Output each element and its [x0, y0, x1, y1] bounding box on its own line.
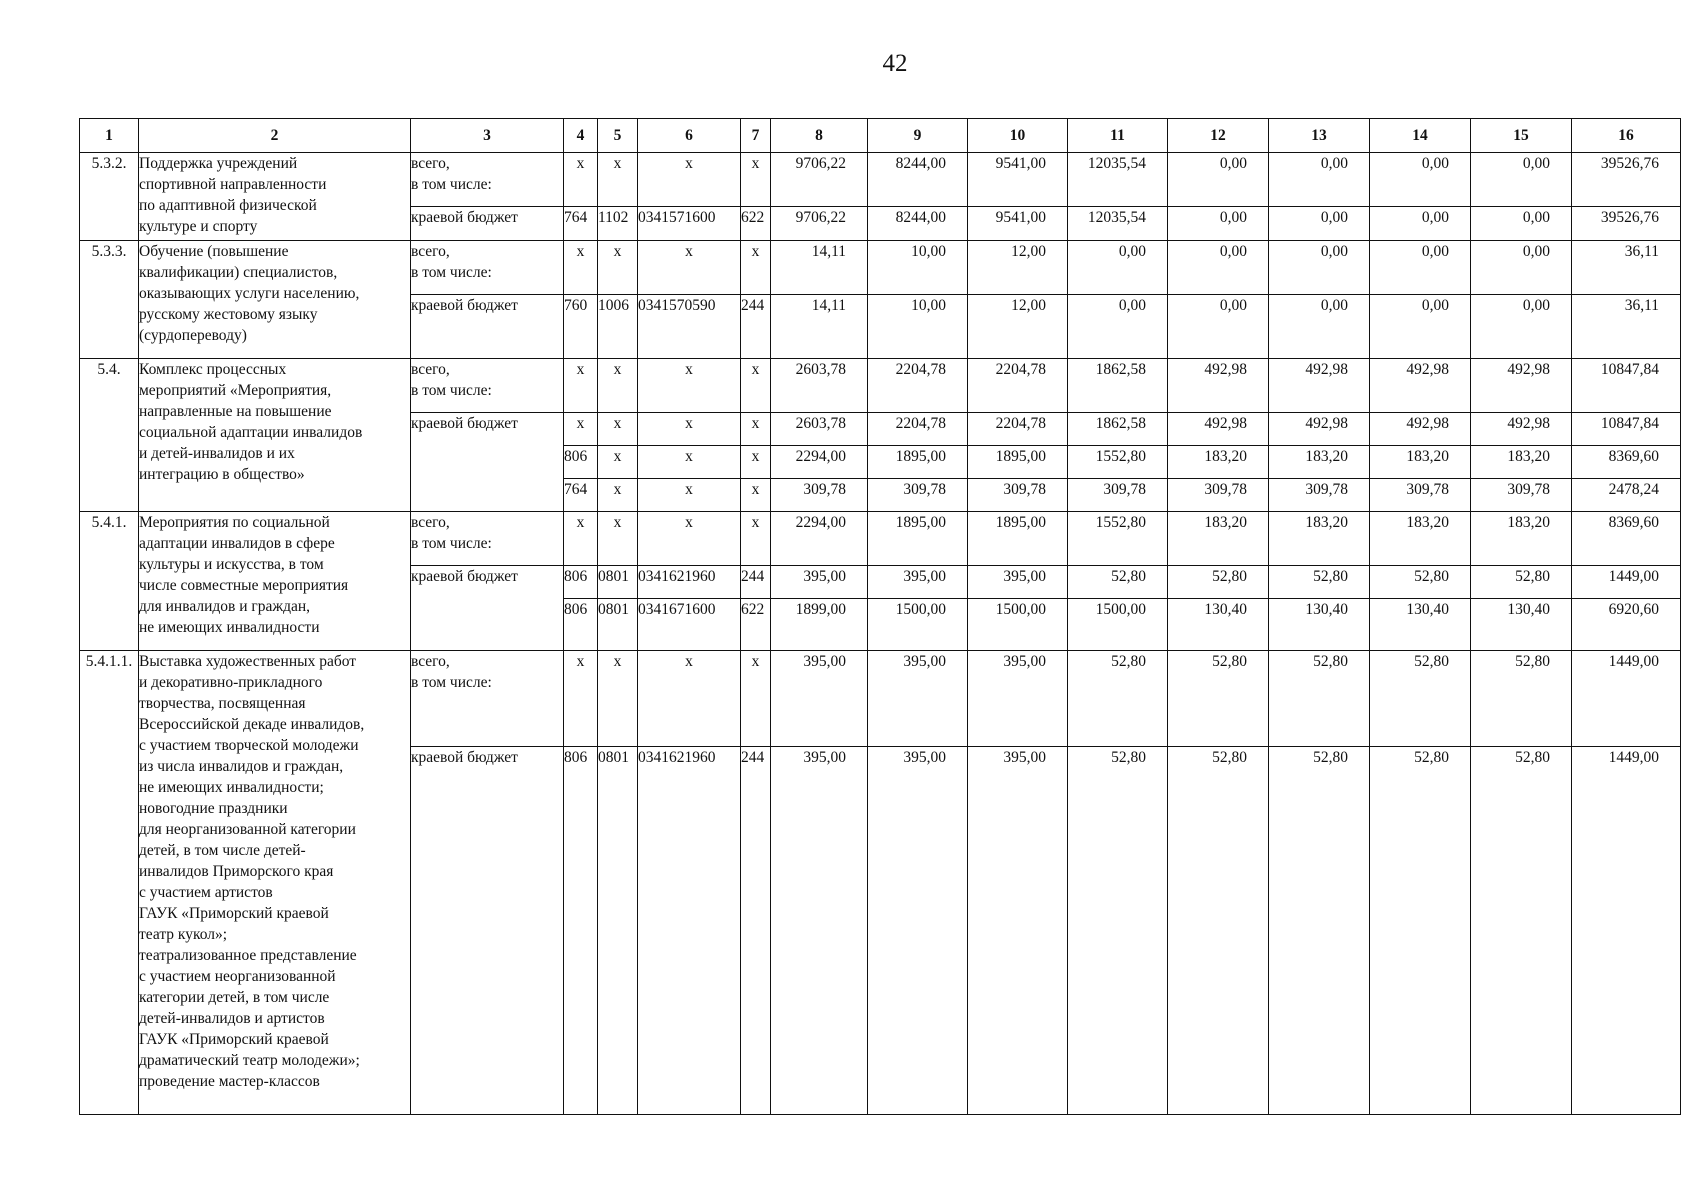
- value-col-9: 8244,00: [868, 153, 968, 207]
- code-c7: 622: [741, 207, 771, 241]
- value-col-10: 1895,00: [968, 512, 1068, 566]
- funding-source: краевой бюджет: [411, 413, 564, 512]
- column-header-7: 7: [741, 119, 771, 153]
- value-col-12: 0,00: [1168, 295, 1269, 359]
- value-col-15: 183,20: [1471, 446, 1572, 479]
- row-name-line: числе совместные мероприятия: [139, 577, 349, 594]
- row-code: 5.4.1.: [80, 512, 139, 651]
- row-name-line: ГАУК «Приморский краевой: [139, 1031, 329, 1048]
- row-name: [139, 241, 411, 359]
- row-name-line: адаптации инвалидов в сфере: [139, 535, 335, 552]
- value-col-14: 183,20: [1370, 446, 1471, 479]
- value-col-16: 1449,00: [1572, 566, 1681, 599]
- code-c7: х: [741, 359, 771, 413]
- column-header-10: 10: [968, 119, 1068, 153]
- funding-source: [411, 651, 564, 747]
- row-name-line: для неорганизованной категории: [139, 821, 356, 838]
- value-col-13: 183,20: [1269, 446, 1370, 479]
- value-col-9: 10,00: [868, 295, 968, 359]
- code-c6: х: [638, 446, 741, 479]
- value-col-8: 2294,00: [771, 446, 868, 479]
- value-col-8: 395,00: [771, 651, 868, 747]
- value-col-13: 492,98: [1269, 359, 1370, 413]
- value-col-16: 10847,84: [1572, 413, 1681, 446]
- code-c5: х: [598, 651, 638, 747]
- value-col-14: 183,20: [1370, 512, 1471, 566]
- row-name-line: квалификации) специалистов,: [139, 264, 338, 281]
- value-col-9: 10,00: [868, 241, 968, 295]
- row-name-line: спортивной направленности: [139, 176, 327, 193]
- code-c4: х: [564, 651, 598, 747]
- funding-source-line: всего,: [411, 653, 450, 670]
- value-col-15: 52,80: [1471, 747, 1572, 1115]
- code-c4: 764: [564, 479, 598, 512]
- value-col-13: 0,00: [1269, 153, 1370, 207]
- row-name-line: интеграцию в общество»: [139, 466, 305, 483]
- row-name-line: проведение мастер-классов: [139, 1073, 320, 1090]
- code-c4: 764: [564, 207, 598, 241]
- code-c6: х: [638, 241, 741, 295]
- row-name-line: и детей-инвалидов и их: [139, 445, 295, 462]
- value-col-9: 309,78: [868, 479, 968, 512]
- value-col-9: 395,00: [868, 747, 968, 1115]
- value-col-15: 130,40: [1471, 599, 1572, 651]
- value-col-12: 492,98: [1168, 413, 1269, 446]
- column-header-2: 2: [139, 119, 411, 153]
- column-header-14: 14: [1370, 119, 1471, 153]
- row-name-line: творчества, посвященная: [139, 695, 306, 712]
- row-name-line: новогодние праздники: [139, 800, 288, 817]
- code-c4: х: [564, 241, 598, 295]
- value-col-11: 12035,54: [1068, 207, 1168, 241]
- value-col-9: 1895,00: [868, 446, 968, 479]
- column-header-8: 8: [771, 119, 868, 153]
- header-row: [80, 119, 1681, 153]
- value-col-15: 492,98: [1471, 413, 1572, 446]
- value-col-11: 0,00: [1068, 241, 1168, 295]
- value-col-16: 1449,00: [1572, 747, 1681, 1115]
- column-header-6: 6: [638, 119, 741, 153]
- code-c6: х: [638, 512, 741, 566]
- code-c5: 1006: [598, 295, 638, 359]
- value-col-11: 1552,80: [1068, 446, 1168, 479]
- table-body: [80, 153, 1681, 1115]
- code-c6: 0341671600: [638, 599, 741, 651]
- row-code: 5.3.3.: [80, 241, 139, 359]
- value-col-13: 0,00: [1269, 295, 1370, 359]
- row-name-line: Мероприятия по социальной: [139, 514, 330, 531]
- code-c7: 244: [741, 747, 771, 1115]
- value-col-10: 395,00: [968, 566, 1068, 599]
- value-col-9: 2204,78: [868, 413, 968, 446]
- value-col-12: 183,20: [1168, 512, 1269, 566]
- value-col-14: 0,00: [1370, 153, 1471, 207]
- code-c6: х: [638, 153, 741, 207]
- value-col-14: 492,98: [1370, 413, 1471, 446]
- row-name-line: культуры и искусства, в том: [139, 556, 324, 573]
- value-col-13: 52,80: [1269, 651, 1370, 747]
- table-row: [80, 512, 1681, 566]
- value-col-14: 52,80: [1370, 747, 1471, 1115]
- funding-source-line: в том числе:: [411, 674, 492, 691]
- code-c7: х: [741, 241, 771, 295]
- value-col-15: 0,00: [1471, 241, 1572, 295]
- code-c6: 0341621960: [638, 747, 741, 1115]
- value-col-12: 130,40: [1168, 599, 1269, 651]
- code-c7: 622: [741, 599, 771, 651]
- code-c7: х: [741, 446, 771, 479]
- value-col-12: 52,80: [1168, 651, 1269, 747]
- row-name-line: социальной адаптации инвалидов: [139, 424, 363, 441]
- value-col-15: 0,00: [1471, 295, 1572, 359]
- code-c4: 806: [564, 446, 598, 479]
- value-col-9: 1500,00: [868, 599, 968, 651]
- row-name-line: не имеющих инвалидности: [139, 619, 320, 636]
- value-col-8: 14,11: [771, 241, 868, 295]
- column-header-1: 1: [80, 119, 139, 153]
- code-c5: 0801: [598, 599, 638, 651]
- value-col-12: 52,80: [1168, 566, 1269, 599]
- row-name-line: Всероссийской декаде инвалидов,: [139, 716, 365, 733]
- row-name-line: культуре и спорту: [139, 218, 258, 235]
- value-col-14: 52,80: [1370, 566, 1471, 599]
- code-c7: х: [741, 512, 771, 566]
- value-col-11: 309,78: [1068, 479, 1168, 512]
- value-col-12: 309,78: [1168, 479, 1269, 512]
- funding-source-line: всего,: [411, 361, 450, 378]
- code-c7: 244: [741, 566, 771, 599]
- code-c4: х: [564, 359, 598, 413]
- value-col-8: 2603,78: [771, 359, 868, 413]
- budget-table: [79, 118, 1681, 1115]
- row-name-line: и декоративно-прикладного: [139, 674, 323, 691]
- value-col-13: 52,80: [1269, 747, 1370, 1115]
- value-col-15: 183,20: [1471, 512, 1572, 566]
- row-name-line: инвалидов Приморского края: [139, 863, 334, 880]
- value-col-11: 1862,58: [1068, 413, 1168, 446]
- row-name-line: Выставка художественных работ: [139, 653, 357, 670]
- column-header-4: 4: [564, 119, 598, 153]
- value-col-11: 52,80: [1068, 566, 1168, 599]
- funding-source-line: в том числе:: [411, 176, 492, 193]
- value-col-10: 395,00: [968, 747, 1068, 1115]
- code-c6: 0341570590: [638, 295, 741, 359]
- row-name-line: театр кукол»;: [139, 926, 228, 943]
- value-col-11: 1500,00: [1068, 599, 1168, 651]
- value-col-11: 0,00: [1068, 295, 1168, 359]
- funding-source: [411, 241, 564, 295]
- funding-source: краевой бюджет: [411, 566, 564, 651]
- value-col-8: 309,78: [771, 479, 868, 512]
- value-col-13: 309,78: [1269, 479, 1370, 512]
- row-name-line: по адаптивной физической: [139, 197, 317, 214]
- value-col-9: 2204,78: [868, 359, 968, 413]
- value-col-8: 9706,22: [771, 153, 868, 207]
- value-col-16: 36,11: [1572, 295, 1681, 359]
- column-header-13: 13: [1269, 119, 1370, 153]
- row-name-line: направленные на повышение: [139, 403, 332, 420]
- value-col-15: 0,00: [1471, 153, 1572, 207]
- funding-source-line: в том числе:: [411, 382, 492, 399]
- code-c7: х: [741, 651, 771, 747]
- code-c5: х: [598, 413, 638, 446]
- value-col-10: 1500,00: [968, 599, 1068, 651]
- row-name: [139, 651, 411, 1115]
- code-c5: х: [598, 446, 638, 479]
- value-col-14: 0,00: [1370, 207, 1471, 241]
- value-col-10: 9541,00: [968, 207, 1068, 241]
- value-col-14: 52,80: [1370, 651, 1471, 747]
- value-col-12: 52,80: [1168, 747, 1269, 1115]
- column-header-9: 9: [868, 119, 968, 153]
- row-name-line: с участием творческой молодежи: [139, 737, 359, 754]
- value-col-10: 9541,00: [968, 153, 1068, 207]
- table-row: [80, 651, 1681, 747]
- code-c6: 0341621960: [638, 566, 741, 599]
- code-c6: х: [638, 413, 741, 446]
- value-col-10: 2204,78: [968, 359, 1068, 413]
- value-col-12: 0,00: [1168, 153, 1269, 207]
- row-name-line: не имеющих инвалидности;: [139, 779, 324, 796]
- value-col-12: 492,98: [1168, 359, 1269, 413]
- funding-source-line: всего,: [411, 243, 450, 260]
- value-col-14: 0,00: [1370, 295, 1471, 359]
- row-name-line: (сурдопереводу): [139, 327, 247, 344]
- row-code: 5.3.2.: [80, 153, 139, 241]
- value-col-13: 0,00: [1269, 241, 1370, 295]
- row-name-line: детей, в том числе детей-: [139, 842, 306, 859]
- value-col-16: 8369,60: [1572, 512, 1681, 566]
- row-name-line: мероприятий «Мероприятия,: [139, 382, 332, 399]
- value-col-8: 395,00: [771, 747, 868, 1115]
- code-c4: 806: [564, 747, 598, 1115]
- funding-source-line: в том числе:: [411, 264, 492, 281]
- value-col-8: 14,11: [771, 295, 868, 359]
- funding-source: [411, 359, 564, 413]
- value-col-11: 1862,58: [1068, 359, 1168, 413]
- value-col-10: 12,00: [968, 241, 1068, 295]
- column-header-5: 5: [598, 119, 638, 153]
- value-col-12: 183,20: [1168, 446, 1269, 479]
- code-c4: 806: [564, 566, 598, 599]
- row-name-line: из числа инвалидов и граждан,: [139, 758, 344, 775]
- value-col-16: 1449,00: [1572, 651, 1681, 747]
- row-name-line: с участием неорганизованной: [139, 968, 336, 985]
- code-c5: 0801: [598, 566, 638, 599]
- row-name-line: ГАУК «Приморский краевой: [139, 905, 329, 922]
- value-col-15: 52,80: [1471, 651, 1572, 747]
- value-col-8: 2603,78: [771, 413, 868, 446]
- row-code: 5.4.1.1.: [80, 651, 139, 1115]
- code-c6: х: [638, 479, 741, 512]
- value-col-13: 0,00: [1269, 207, 1370, 241]
- value-col-14: 492,98: [1370, 359, 1471, 413]
- value-col-13: 492,98: [1269, 413, 1370, 446]
- value-col-9: 395,00: [868, 566, 968, 599]
- row-name-line: театрализованное представление: [139, 947, 357, 964]
- value-col-16: 39526,76: [1572, 153, 1681, 207]
- value-col-8: 395,00: [771, 566, 868, 599]
- code-c5: 1102: [598, 207, 638, 241]
- row-name-line: Обучение (повышение: [139, 243, 289, 260]
- code-c5: х: [598, 512, 638, 566]
- value-col-11: 52,80: [1068, 651, 1168, 747]
- code-c5: х: [598, 153, 638, 207]
- funding-source-line: в том числе:: [411, 535, 492, 552]
- column-header-12: 12: [1168, 119, 1269, 153]
- column-header-11: 11: [1068, 119, 1168, 153]
- table-row: [80, 359, 1681, 413]
- value-col-9: 1895,00: [868, 512, 968, 566]
- value-col-8: 9706,22: [771, 207, 868, 241]
- funding-source: краевой бюджет: [411, 207, 564, 241]
- code-c4: 806: [564, 599, 598, 651]
- row-name-line: русскому жестовому языку: [139, 306, 318, 323]
- row-name-line: детей-инвалидов и артистов: [139, 1010, 325, 1027]
- row-name-line: оказывающих услуги населению,: [139, 285, 360, 302]
- row-code: 5.4.: [80, 359, 139, 512]
- funding-source: [411, 153, 564, 207]
- value-col-14: 130,40: [1370, 599, 1471, 651]
- code-c5: х: [598, 241, 638, 295]
- value-col-14: 309,78: [1370, 479, 1471, 512]
- row-name: [139, 512, 411, 651]
- value-col-15: 0,00: [1471, 207, 1572, 241]
- value-col-14: 0,00: [1370, 241, 1471, 295]
- code-c4: х: [564, 512, 598, 566]
- row-name-line: Комплекс процессных: [139, 361, 287, 378]
- code-c5: 0801: [598, 747, 638, 1115]
- value-col-10: 12,00: [968, 295, 1068, 359]
- value-col-8: 1899,00: [771, 599, 868, 651]
- code-c6: х: [638, 359, 741, 413]
- value-col-10: 395,00: [968, 651, 1068, 747]
- code-c4: 760: [564, 295, 598, 359]
- value-col-10: 2204,78: [968, 413, 1068, 446]
- code-c4: х: [564, 413, 598, 446]
- value-col-9: 8244,00: [868, 207, 968, 241]
- funding-source-line: всего,: [411, 514, 450, 531]
- value-col-16: 36,11: [1572, 241, 1681, 295]
- code-c5: х: [598, 359, 638, 413]
- value-col-13: 130,40: [1269, 599, 1370, 651]
- value-col-11: 1552,80: [1068, 512, 1168, 566]
- value-col-9: 395,00: [868, 651, 968, 747]
- column-header-3: 3: [411, 119, 564, 153]
- value-col-12: 0,00: [1168, 241, 1269, 295]
- code-c6: х: [638, 651, 741, 747]
- value-col-16: 2478,24: [1572, 479, 1681, 512]
- row-name-line: для инвалидов и граждан,: [139, 598, 311, 615]
- value-col-12: 0,00: [1168, 207, 1269, 241]
- code-c6: 0341571600: [638, 207, 741, 241]
- row-name: [139, 153, 411, 241]
- code-c7: х: [741, 153, 771, 207]
- table-row: [80, 153, 1681, 207]
- value-col-15: 492,98: [1471, 359, 1572, 413]
- row-name-line: категории детей, в том числе: [139, 989, 330, 1006]
- value-col-10: 1895,00: [968, 446, 1068, 479]
- row-name-line: драматический театр молодежи»;: [139, 1052, 360, 1069]
- table-header: [80, 119, 1681, 153]
- page-number: 42: [882, 50, 908, 77]
- value-col-16: 6920,60: [1572, 599, 1681, 651]
- value-col-10: 309,78: [968, 479, 1068, 512]
- value-col-16: 39526,76: [1572, 207, 1681, 241]
- column-header-16: 16: [1572, 119, 1681, 153]
- value-col-15: 52,80: [1471, 566, 1572, 599]
- value-col-16: 8369,60: [1572, 446, 1681, 479]
- row-name-line: с участием артистов: [139, 884, 273, 901]
- column-header-15: 15: [1471, 119, 1572, 153]
- row-name-line: Поддержка учреждений: [139, 155, 298, 172]
- value-col-13: 52,80: [1269, 566, 1370, 599]
- funding-source-line: всего,: [411, 155, 450, 172]
- funding-source: краевой бюджет: [411, 295, 564, 359]
- code-c4: х: [564, 153, 598, 207]
- code-c7: 244: [741, 295, 771, 359]
- row-name: [139, 359, 411, 512]
- value-col-16: 10847,84: [1572, 359, 1681, 413]
- code-c7: х: [741, 479, 771, 512]
- value-col-11: 12035,54: [1068, 153, 1168, 207]
- code-c7: х: [741, 413, 771, 446]
- code-c5: х: [598, 479, 638, 512]
- value-col-13: 183,20: [1269, 512, 1370, 566]
- value-col-15: 309,78: [1471, 479, 1572, 512]
- value-col-8: 2294,00: [771, 512, 868, 566]
- table-row: [80, 241, 1681, 295]
- funding-source: краевой бюджет: [411, 747, 564, 1115]
- funding-source: [411, 512, 564, 566]
- value-col-11: 52,80: [1068, 747, 1168, 1115]
